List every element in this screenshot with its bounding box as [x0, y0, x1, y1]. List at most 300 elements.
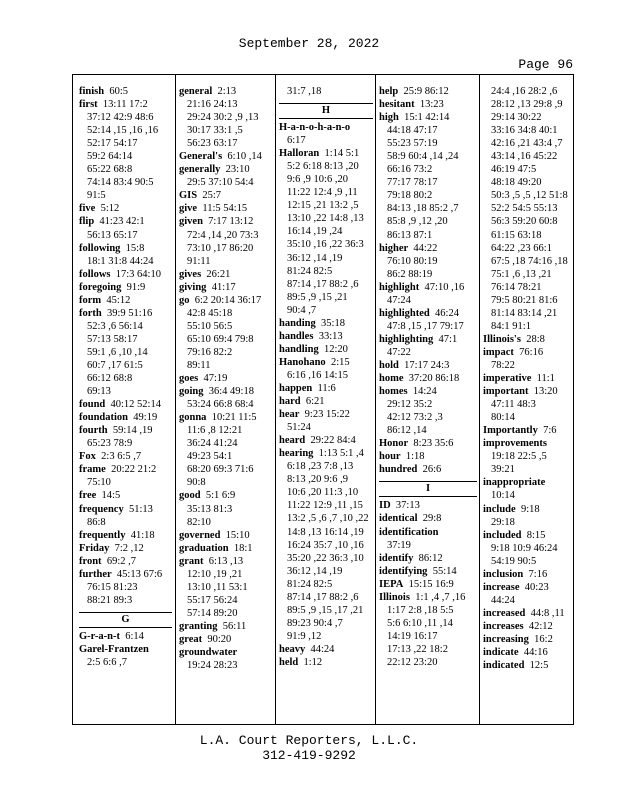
page-references: 33:16 34:8 40:1 — [491, 125, 558, 137]
page-references: 11:22 12:9 ,11 ,15 — [287, 500, 363, 512]
page-references: 9:23 15:22 — [299, 409, 350, 421]
index-term: highlight — [379, 281, 420, 293]
page-references: 12:5 — [524, 660, 549, 672]
index-term: finish — [79, 86, 105, 97]
index-term: G-r-a-n-t — [79, 630, 121, 642]
page-references: 35:18 — [315, 317, 345, 329]
page-references: 11:1 — [531, 373, 555, 385]
index-column-2 — [179, 85, 273, 672]
page-references: 86:2 88:19 — [387, 268, 433, 280]
index-term: further — [79, 568, 112, 580]
page-references: 76:16 — [513, 346, 544, 358]
page-date: September 28, 2022 — [238, 36, 380, 51]
page-references: 5:12 — [95, 203, 120, 215]
index-term: improvements — [483, 438, 547, 450]
page-references: 16:14 ,19 ,24 — [287, 226, 343, 238]
index-entry — [379, 111, 477, 124]
page-references: 86:13 87:1 — [387, 229, 433, 241]
page-references: 81:24 82:5 — [287, 265, 333, 277]
page-references: 55:14 — [427, 565, 457, 577]
index-term: identify — [379, 552, 414, 564]
page-references: 40:23 — [519, 581, 549, 593]
page-references: 88:21 89:3 — [87, 594, 133, 606]
index-term: hear — [279, 409, 300, 421]
page-references: 57:14 89:20 — [187, 607, 238, 619]
index-entry — [79, 489, 172, 502]
page-references: 91:9 — [121, 281, 146, 293]
index-term: ID — [379, 500, 391, 512]
index-term: hearing — [279, 448, 314, 460]
page-references: 16:2 — [528, 633, 553, 645]
page-references: 39:9 51:16 — [101, 307, 153, 319]
index-entry — [483, 424, 573, 437]
page-references: 80:14 — [491, 412, 515, 424]
page-references: 56:3 59:20 60:8 — [491, 216, 558, 228]
index-term: handles — [279, 330, 314, 342]
index-entry — [179, 411, 273, 424]
page-references: 75:10 — [87, 477, 111, 489]
page-references: 87:14 ,17 88:2 ,6 — [287, 591, 359, 603]
index-term: highlighted — [379, 307, 430, 319]
page-references: 46:24 — [429, 307, 459, 319]
index-entry — [279, 356, 373, 369]
index-entry — [279, 434, 373, 447]
index-entry — [279, 317, 373, 330]
column-divider — [275, 75, 276, 724]
page-references: 20:22 21:2 — [105, 464, 157, 476]
page-references: 90:8 — [187, 477, 206, 489]
index-term: give — [179, 203, 198, 215]
index-entry — [483, 476, 573, 489]
index-term: included — [483, 529, 522, 541]
page-references: 1:13 5:1 ,4 — [313, 448, 364, 460]
index-term: form — [79, 294, 102, 306]
page-references: 16:24 35:7 ,10 ,16 — [287, 539, 364, 551]
index-entry — [179, 646, 273, 659]
index-entry — [179, 150, 273, 163]
index-term: help — [379, 86, 399, 97]
page-references: 49:19 — [128, 412, 158, 424]
page-references: 89:23 90:4 ,7 — [287, 617, 343, 629]
page-references: 8:13 ,20 9:6 ,9 — [287, 474, 348, 486]
index-entry — [79, 85, 172, 98]
index-entry — [279, 330, 373, 343]
page-references: 8:23 35:6 — [408, 438, 454, 450]
page-references: 85:8 ,9 ,12 ,20 — [387, 216, 448, 228]
page-references: 56:11 — [217, 620, 247, 632]
index-column-5 — [483, 85, 573, 672]
index-term: hard — [279, 396, 301, 408]
index-term: foregoing — [79, 281, 122, 293]
page-references: 54:19 90:5 — [491, 555, 537, 567]
index-entry — [179, 202, 273, 215]
index-entry — [79, 555, 172, 568]
index-term: Garel-Frantzen — [79, 643, 149, 655]
index-entry — [79, 281, 172, 294]
index-entry — [179, 189, 273, 202]
section-letter: H — [279, 103, 373, 119]
page-references: 47:24 — [387, 294, 411, 306]
index-entry — [483, 529, 573, 542]
page-references: 65:10 69:4 79:8 — [187, 333, 254, 345]
index-entry — [279, 121, 373, 134]
page-references: 47:1 — [433, 333, 458, 345]
index-term: high — [379, 112, 399, 124]
page-references: 24:4 ,16 28:2 ,6 — [491, 86, 558, 97]
page-references: 77:17 78:17 — [387, 177, 438, 189]
page-references: 51:13 — [123, 503, 153, 515]
index-term: Halloran — [279, 148, 320, 160]
index-entry — [79, 294, 172, 307]
page-references: 6:18 ,23 7:8 ,13 — [287, 461, 354, 473]
index-entry — [379, 450, 477, 463]
page-references: 18:1 31:8 44:24 — [87, 255, 154, 267]
page-references: 31:7 ,18 — [287, 86, 322, 97]
page-references: 29:18 — [491, 516, 515, 528]
index-entry — [79, 630, 172, 643]
index-entry — [379, 307, 477, 320]
page-references: 28:8 — [520, 333, 545, 345]
index-term: frequency — [79, 503, 124, 515]
page-references: 90:4 ,7 — [287, 304, 317, 316]
index-entry — [379, 242, 477, 255]
page-references: 59:14 ,19 — [107, 425, 153, 437]
index-entry — [483, 646, 573, 659]
page-references: 19:18 22:5 ,5 — [491, 451, 547, 463]
page-references: 90:20 — [202, 633, 232, 645]
index-entry — [379, 591, 477, 604]
page-references: 10:6 ,20 11:3 ,10 — [287, 487, 359, 499]
page-references: 2:13 — [212, 86, 237, 97]
page-references: 36:12 ,14 ,19 — [287, 565, 343, 577]
index-term: governed — [179, 529, 221, 541]
page-references: 76:15 81:23 — [87, 581, 138, 593]
page-references: 29:22 84:4 — [305, 435, 356, 447]
page-references: 11:22 12:4 ,9 ,11 — [287, 187, 358, 199]
page-references: 8:15 — [521, 529, 546, 541]
index-term: found — [79, 399, 106, 411]
page-references: 55:23 57:19 — [387, 138, 438, 150]
index-term: granting — [179, 620, 218, 632]
page-references: 48:18 49:20 — [491, 177, 542, 189]
index-term: indicated — [483, 660, 525, 672]
page-references: 86:12 — [413, 552, 443, 564]
page-references: 47:22 — [387, 346, 411, 358]
page-references: 17:3 64:10 — [110, 268, 161, 280]
page-references: 1:1 ,4 ,7 ,16 — [409, 591, 466, 603]
index-entry — [79, 424, 172, 437]
page-references: 12:20 — [318, 343, 348, 355]
page-references: 68:20 69:3 71:6 — [187, 464, 254, 476]
index-term: forth — [79, 307, 102, 319]
page-references: 10:21 11:5 — [206, 412, 257, 424]
page-references: 36:4 49:18 — [203, 386, 254, 398]
page-references: 6:14 — [120, 630, 144, 642]
page-references: 46:19 47:5 — [491, 164, 537, 176]
index-term: Illinois's — [483, 333, 521, 345]
index-term: five — [79, 203, 96, 215]
index-term: flip — [79, 216, 95, 228]
reporter-phone: 312-419-9292 — [262, 748, 356, 763]
index-entry — [79, 568, 172, 581]
index-term: Illinois — [379, 591, 410, 603]
index-entry — [379, 372, 477, 385]
page-references: 28:12 ,13 29:8 ,9 — [491, 99, 563, 111]
index-entry — [279, 343, 373, 356]
page-references: 91:9 ,12 — [287, 630, 322, 642]
index-term: Hanohano — [279, 356, 326, 368]
index-term: great — [179, 633, 203, 645]
page-references: 73:10 ,17 86:20 — [187, 242, 254, 254]
index-entry — [379, 552, 477, 565]
page-references: 79:5 80:21 81:6 — [491, 294, 558, 306]
index-term: home — [379, 373, 404, 385]
page-references: 81:14 83:14 ,21 — [491, 307, 558, 319]
page-references: 2:3 6:5 ,7 — [95, 451, 142, 463]
index-column-3 — [279, 85, 373, 669]
page-references: 47:19 — [198, 373, 228, 385]
page-references: 89:11 — [187, 359, 211, 371]
index-entry — [379, 526, 477, 539]
page-references: 11:5 54:15 — [197, 203, 248, 215]
index-term: goes — [179, 373, 199, 385]
page-references: 13:10 ,22 14:8 ,13 — [287, 213, 364, 225]
page-references: 42:12 73:2 ,3 — [387, 412, 443, 424]
page-references: 58:9 60:4 ,14 ,24 — [387, 151, 459, 163]
page-references: 23:10 — [220, 164, 250, 176]
page-references: 45:13 67:6 — [111, 568, 163, 580]
index-term: held — [279, 656, 299, 668]
page-references: 13:11 17:2 — [97, 99, 148, 111]
page-references: 12:10 ,19 ,21 — [187, 568, 243, 580]
index-term: graduation — [179, 542, 229, 554]
page-references: 39:21 — [491, 464, 515, 476]
index-term: follows — [79, 268, 111, 280]
index-entry — [379, 512, 477, 525]
page-references: 57:13 58:17 — [87, 333, 138, 345]
page-references: 2:15 — [325, 356, 350, 368]
page-references: 6:17 — [287, 135, 306, 147]
page-references: 22:12 23:20 — [387, 656, 438, 668]
index-term: free — [79, 490, 97, 502]
page-references: 7:6 — [537, 425, 557, 437]
index-entry — [483, 607, 573, 620]
index-entry — [483, 659, 573, 672]
page-references: 59:1 ,6 ,10 ,14 — [87, 346, 148, 358]
page-references: 69:13 — [87, 386, 111, 398]
index-term: higher — [379, 242, 409, 254]
page-references: 67:5 ,18 74:16 ,18 — [491, 255, 568, 267]
section-letter: G — [79, 612, 172, 628]
page-references: 15:8 — [120, 242, 145, 254]
index-term: Honor — [379, 438, 409, 450]
page-references: 86:8 — [87, 516, 106, 528]
column-divider — [375, 75, 376, 724]
page-references: 7:2 ,12 — [109, 542, 144, 554]
page-references: 52:14 ,15 ,16 ,16 — [87, 125, 159, 137]
page-references: 5:1 6:9 — [200, 490, 236, 502]
section-letter: I — [379, 481, 477, 497]
page-references: 44:18 47:17 — [387, 125, 438, 137]
index-entry — [379, 565, 477, 578]
page-references: 1:17 2:8 ,18 5:5 — [387, 604, 454, 616]
page-references: 30:17 33:1 ,5 — [187, 125, 243, 137]
index-term: highlighting — [379, 333, 434, 345]
page-references: 14:19 16:17 — [387, 630, 438, 642]
page-references: 35:13 81:3 — [187, 503, 233, 515]
page-references: 44:24 — [305, 643, 335, 655]
page-references: 66:16 73:2 — [387, 164, 433, 176]
page-references: 5:6 6:10 ,11 ,14 — [387, 617, 453, 629]
page-references: 82:10 — [187, 516, 211, 528]
page-references: 17:13 ,22 18:2 — [387, 643, 448, 655]
page-references: 14:24 — [407, 386, 437, 398]
index-term: increasing — [483, 633, 529, 645]
page-references: 75:1 ,6 ,13 ,21 — [491, 268, 552, 280]
index-entry — [179, 372, 273, 385]
page-references: 15:10 — [220, 529, 250, 541]
page-references: 6:2 20:14 36:17 — [189, 294, 262, 306]
page-references: 79:16 82:2 — [187, 346, 233, 358]
index-term: hour — [379, 451, 401, 463]
index-term: gonna — [179, 412, 207, 424]
page-references: 6:21 — [300, 396, 325, 408]
index-entry — [379, 333, 477, 346]
index-entry — [79, 463, 172, 476]
index-column-1 — [79, 85, 172, 669]
page-references: 1:14 5:1 — [319, 148, 360, 160]
page-references: 9:18 — [515, 503, 540, 515]
index-term: going — [179, 386, 204, 398]
index-entry — [483, 333, 573, 346]
index-term: Fox — [79, 451, 96, 463]
page-references: 37:19 — [387, 539, 411, 551]
index-term: handling — [279, 343, 319, 355]
page-references: 53:24 66:8 68:4 — [187, 399, 254, 411]
index-term: identifying — [379, 565, 428, 577]
index-term: front — [79, 555, 102, 567]
index-term: H-a-n-o-h-a-n-o — [279, 122, 351, 134]
index-entry — [79, 411, 172, 424]
page-references: 29:12 35:2 — [387, 399, 433, 411]
index-entry — [79, 398, 172, 411]
page-references: 14:8 ,13 16:14 ,19 — [287, 526, 364, 538]
page-references: 1:12 — [298, 656, 323, 668]
index-entry — [379, 85, 477, 98]
index-entry — [379, 281, 477, 294]
index-frame — [72, 74, 574, 725]
index-entry — [79, 242, 172, 255]
index-entry — [79, 307, 172, 320]
page-references: 69:2 ,7 — [101, 555, 136, 567]
index-entry — [79, 215, 172, 228]
index-term: groundwater — [179, 647, 238, 659]
index-entry — [483, 581, 573, 594]
page-references: 42:16 ,21 43:4 ,7 — [491, 138, 563, 150]
page-references: 41:18 — [125, 529, 155, 541]
page-references: 47:11 48:3 — [491, 399, 536, 411]
index-term: frequently — [79, 529, 126, 541]
index-term: following — [79, 242, 121, 254]
page-references: 12:15 ,21 13:2 ,5 — [287, 200, 359, 212]
page-references: 6:16 ,16 14:15 — [287, 369, 348, 381]
page-references: 25:7 — [197, 190, 222, 202]
index-entry — [483, 568, 573, 581]
index-entry — [79, 98, 172, 111]
page-references: 29:8 — [417, 513, 442, 525]
page-references: 29:24 30:2 ,9 ,13 — [187, 112, 259, 124]
index-entry — [379, 437, 477, 450]
page-references: 60:7 ,17 61:5 — [87, 359, 143, 371]
page-references: 15:1 42:14 — [398, 112, 450, 124]
page-references: 13:20 — [528, 386, 558, 398]
page-references: 41:17 — [206, 281, 236, 293]
page-references: 17:17 24:3 — [398, 359, 450, 371]
page-references: 6:10 ,14 — [222, 151, 262, 163]
page-references: 59:2 64:14 — [87, 151, 133, 163]
index-term: include — [483, 503, 516, 515]
page-references: 44:16 — [518, 647, 548, 659]
index-entry — [379, 578, 477, 591]
page-references: 37:13 — [390, 500, 420, 512]
index-entry — [379, 359, 477, 372]
page-references: 45:12 — [101, 294, 131, 306]
index-term: handing — [279, 317, 316, 329]
page-references: 81:24 82:5 — [287, 578, 333, 590]
page-references: 61:15 63:18 — [491, 229, 542, 241]
index-term: important — [483, 386, 529, 398]
index-entry — [279, 147, 373, 160]
reporter-name: L.A. Court Reporters, L.L.C. — [199, 733, 419, 748]
index-term: go — [179, 294, 190, 306]
page-references: 74:14 83:4 90:5 — [87, 177, 154, 189]
index-term: increase — [483, 581, 520, 593]
index-column-4 — [379, 85, 477, 669]
page-references: 7:16 — [523, 568, 548, 580]
index-term: general — [179, 86, 213, 97]
index-term: happen — [279, 382, 313, 394]
page-references: 86:12 ,14 — [387, 425, 427, 437]
index-entry — [79, 643, 172, 656]
index-term: foundation — [79, 412, 129, 424]
index-term: Friday — [79, 542, 110, 554]
index-entry — [179, 555, 273, 568]
index-term: Importantly — [483, 425, 538, 437]
page-references: 35:20 ,22 36:3 ,10 — [287, 552, 364, 564]
index-term: good — [179, 490, 201, 502]
index-entry — [483, 620, 573, 633]
page-references: 55:17 56:24 — [187, 594, 238, 606]
index-entry — [179, 85, 273, 98]
page-references: 56:23 63:17 — [187, 138, 238, 150]
page-references: 65:23 78:9 — [87, 438, 133, 450]
page-references: 47:10 ,16 — [419, 281, 465, 293]
page-references: 26:21 — [201, 268, 231, 280]
index-term: indicate — [483, 647, 519, 659]
index-entry — [79, 542, 172, 555]
index-term: giving — [179, 281, 207, 293]
index-entry — [179, 542, 273, 555]
index-entry — [379, 463, 477, 476]
index-entry — [379, 385, 477, 398]
index-term: heard — [279, 435, 306, 447]
page-references: 72:4 ,14 ,20 73:3 — [187, 229, 259, 241]
page-references: 60:5 — [104, 86, 129, 97]
index-term: increases — [483, 620, 524, 632]
page-references: 36:12 ,14 ,19 — [287, 252, 343, 264]
page-references: 41:23 42:1 — [94, 216, 145, 228]
index-term: IEPA — [379, 578, 404, 590]
